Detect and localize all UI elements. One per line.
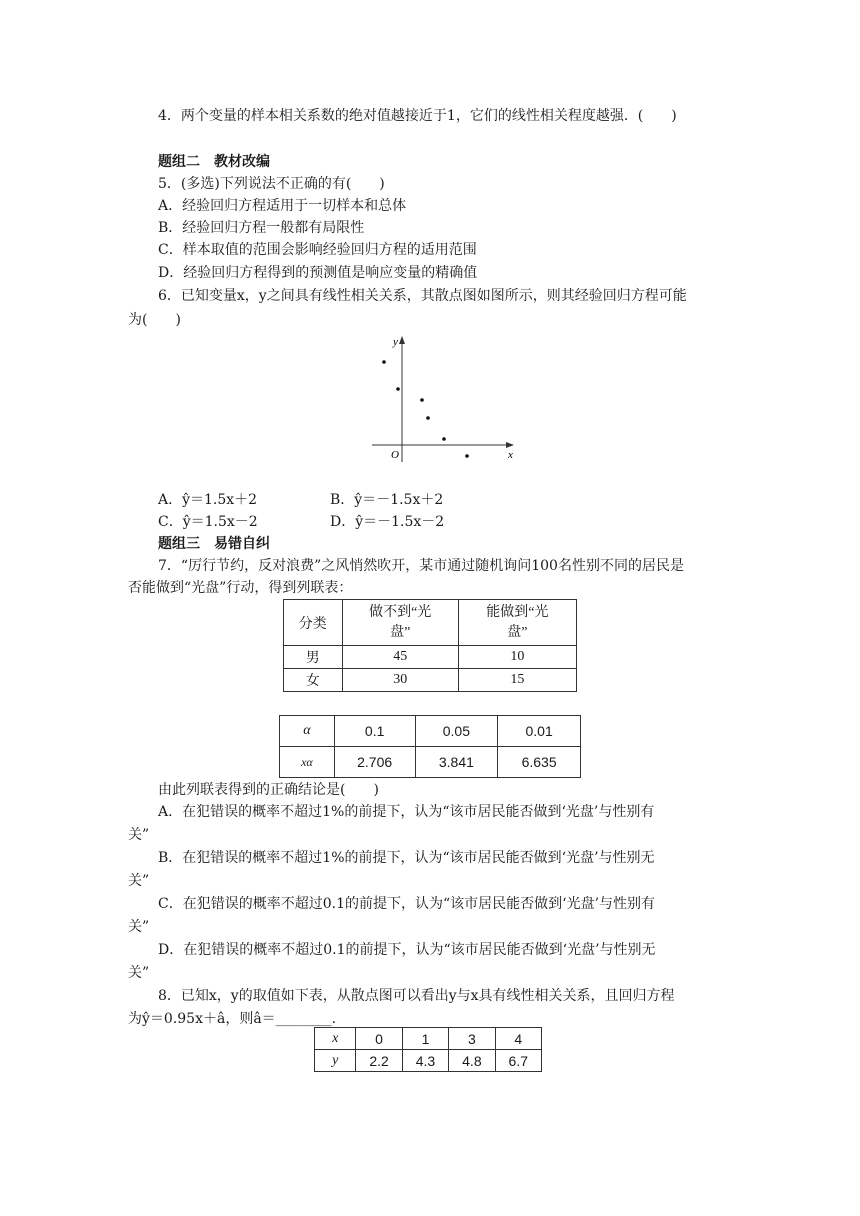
question-6-option-a: A．ŷ＝1.5x＋2 <box>158 492 258 508</box>
scatter-point <box>442 437 446 441</box>
question-7-conclusion: 由此列联表得到的正确结论是( ) <box>158 782 379 798</box>
xy-values-table <box>314 1027 542 1072</box>
contingency-table <box>283 599 577 692</box>
x-axis-label: x <box>508 449 513 461</box>
question-5-option-c: C．样本取值的范围会影响经验回归方程的适用范围 <box>158 242 477 258</box>
table-cell: 45 <box>342 646 458 669</box>
scatter-point <box>420 398 424 402</box>
question-7-option-d-line2: 关” <box>128 965 150 981</box>
table-cell: 1 <box>402 1028 448 1050</box>
scatter-point <box>396 387 400 391</box>
question-5-option-d: D．经验回归方程得到的预测值是响应变量的精确值 <box>158 265 478 281</box>
scatter-point <box>426 416 430 420</box>
group-2-title: 题组二 教材改编 <box>158 154 270 170</box>
question-7-option-a-line2: 关” <box>128 827 150 843</box>
table-cell: xα <box>280 747 335 778</box>
table-cell: 0.05 <box>415 716 498 747</box>
question-4: 4．两个变量的样本相关系数的绝对值越接近于1，它们的线性相关程度越强．( ) <box>158 108 677 124</box>
table-cell: 4.3 <box>402 1050 448 1072</box>
question-6-stem-line1: 6．已知变量x，y之间具有线性相关关系，其散点图如图所示，则其经验回归方程可能 <box>158 288 687 304</box>
scatter-point <box>382 360 386 364</box>
table-cell: 6.7 <box>495 1050 541 1072</box>
table-cell: 30 <box>342 669 458 692</box>
table-cell: x <box>315 1028 356 1050</box>
table-header-cell: 能做到“光 盘” <box>458 600 576 646</box>
group-3-title: 题组三 易错自纠 <box>158 536 270 552</box>
table-cell: 0 <box>356 1028 402 1050</box>
table-cell: 10 <box>458 646 576 669</box>
question-7-option-a-line1: A．在犯错误的概率不超过1%的前提下，认为“该市居民能否做到‘光盘’与性别有 <box>158 804 655 820</box>
question-5-option-a: A．经验回归方程适用于一切样本和总体 <box>158 198 407 214</box>
table-cell: 男 <box>284 646 343 669</box>
table-cell: 3.841 <box>415 747 498 778</box>
scatter-plot-figure <box>366 334 526 466</box>
table-cell: 6.635 <box>498 747 581 778</box>
question-6-option-d: D．ŷ＝－1.5x－2 <box>330 514 445 530</box>
question-6-option-c: C．ŷ＝1.5x－2 <box>158 514 258 530</box>
question-7-stem-line1: 7．“厉行节约，反对浪费”之风悄然吹开，某市通过随机询问100名性别不同的居民是 <box>158 558 684 574</box>
question-7-option-c-line2: 关” <box>128 919 150 935</box>
table-header-cell: 做不到“光 盘” <box>342 600 458 646</box>
table-cell: 4 <box>495 1028 541 1050</box>
table-header-cell: 分类 <box>284 600 343 646</box>
table-cell: 0.01 <box>498 716 581 747</box>
y-axis-label: y <box>393 336 398 348</box>
table-cell: 0.1 <box>334 716 415 747</box>
question-8-stem-line1: 8．已知x，y的取值如下表，从散点图可以看出y与x具有线性相关关系，且回归方程 <box>158 988 675 1004</box>
y-axis-arrow <box>399 336 405 344</box>
x-axis-arrow <box>506 442 514 448</box>
table-cell: 2.2 <box>356 1050 402 1072</box>
question-7-option-b-line2: 关” <box>128 873 150 889</box>
table-cell: 4.8 <box>449 1050 495 1072</box>
table-cell: y <box>315 1050 356 1072</box>
question-6-option-b: B．ŷ＝－1.5x＋2 <box>330 492 444 508</box>
table-cell: 15 <box>458 669 576 692</box>
question-6-stem-line2: 为( ) <box>128 312 181 328</box>
critical-value-table <box>279 715 581 778</box>
table-cell: 3 <box>449 1028 495 1050</box>
question-7-option-d-line1: D．在犯错误的概率不超过0.1的前提下，认为“该市居民能否做到‘光盘’与性别无 <box>158 942 656 958</box>
origin-label: O <box>391 449 399 461</box>
table-cell: 女 <box>284 669 343 692</box>
scatter-point <box>465 454 469 458</box>
table-cell: α <box>280 716 335 747</box>
question-5-option-b: B．经验回归方程一般都有局限性 <box>158 220 365 236</box>
table-cell: 2.706 <box>334 747 415 778</box>
question-5-stem: 5．(多选)下列说法不正确的有( ) <box>158 176 385 192</box>
question-7-stem-line2: 否能做到“光盘”行动，得到列联表： <box>128 580 353 596</box>
question-7-option-b-line1: B．在犯错误的概率不超过1%的前提下，认为“该市居民能否做到‘光盘’与性别无 <box>158 850 655 866</box>
question-8-stem-line2: 为ŷ＝0.95x＋â，则â＝________. <box>128 1011 337 1027</box>
question-7-option-c-line1: C．在犯错误的概率不超过0.1的前提下，认为“该市居民能否做到‘光盘’与性别有 <box>158 896 656 912</box>
